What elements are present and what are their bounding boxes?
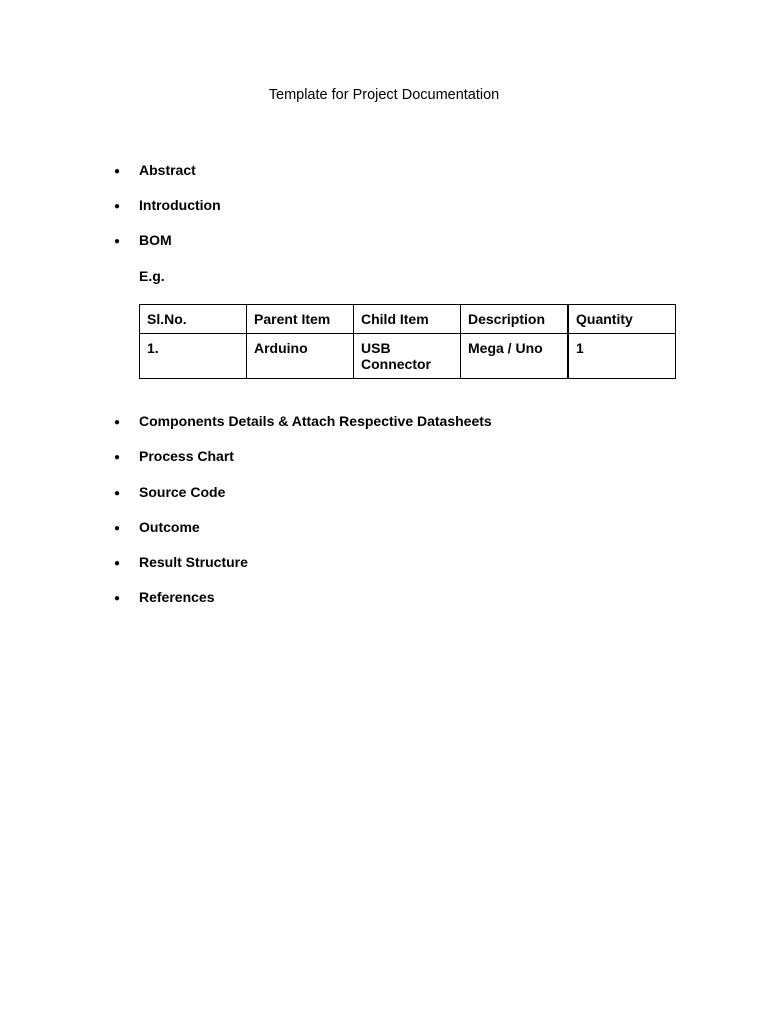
bullet-icon: ● [114,593,121,604]
table-row [140,334,676,379]
list-item-result-structure [114,554,714,574]
table-cell: 1. [140,334,247,379]
table-header-cell: Parent Item [247,305,354,334]
bom-table [139,304,676,379]
table-cell: Arduino [247,334,354,379]
table-header-cell: Sl.No. [140,305,247,334]
list-item-abstract [114,162,714,182]
list-item-label: Outcome [139,519,200,535]
list-item-label: Process Chart [139,448,234,464]
bullet-icon: ● [114,201,121,212]
table-header-cell: Child Item [354,305,461,334]
bullet-icon: ● [114,488,121,499]
bullet-icon: ● [114,452,121,463]
list-item-label: BOM [139,232,172,248]
list-item-label: Source Code [139,484,226,500]
bullet-icon: ● [114,417,121,428]
list-item-label: References [139,589,215,605]
list-item-source-code [114,484,714,504]
list-item-references [114,589,714,609]
page-title: Template for Project Documentation [268,87,500,103]
table-cell: 1 [568,334,676,379]
list-item-process-chart [114,448,714,468]
table-header-cell: Quantity [568,305,676,334]
table-header-row [140,305,676,334]
list-item-label: Introduction [139,197,221,213]
table-cell: USB Connector [354,334,461,379]
list-item-label: Abstract [139,162,196,178]
bullet-icon: ● [114,236,121,247]
table-header-cell: Description [461,305,569,334]
list-item-outcome [114,519,714,539]
list-item-label: Result Structure [139,554,248,570]
list-item-introduction [114,197,714,217]
bullet-icon: ● [114,558,121,569]
example-label: E.g. [139,268,165,284]
list-item-label: Components Details & Attach Respective Datasheets [139,413,492,429]
table-cell: Mega / Uno [461,334,569,379]
list-item-components-details [114,413,714,433]
bullet-icon: ● [114,166,121,177]
list-item-bom [114,232,714,252]
bullet-icon: ● [114,523,121,534]
